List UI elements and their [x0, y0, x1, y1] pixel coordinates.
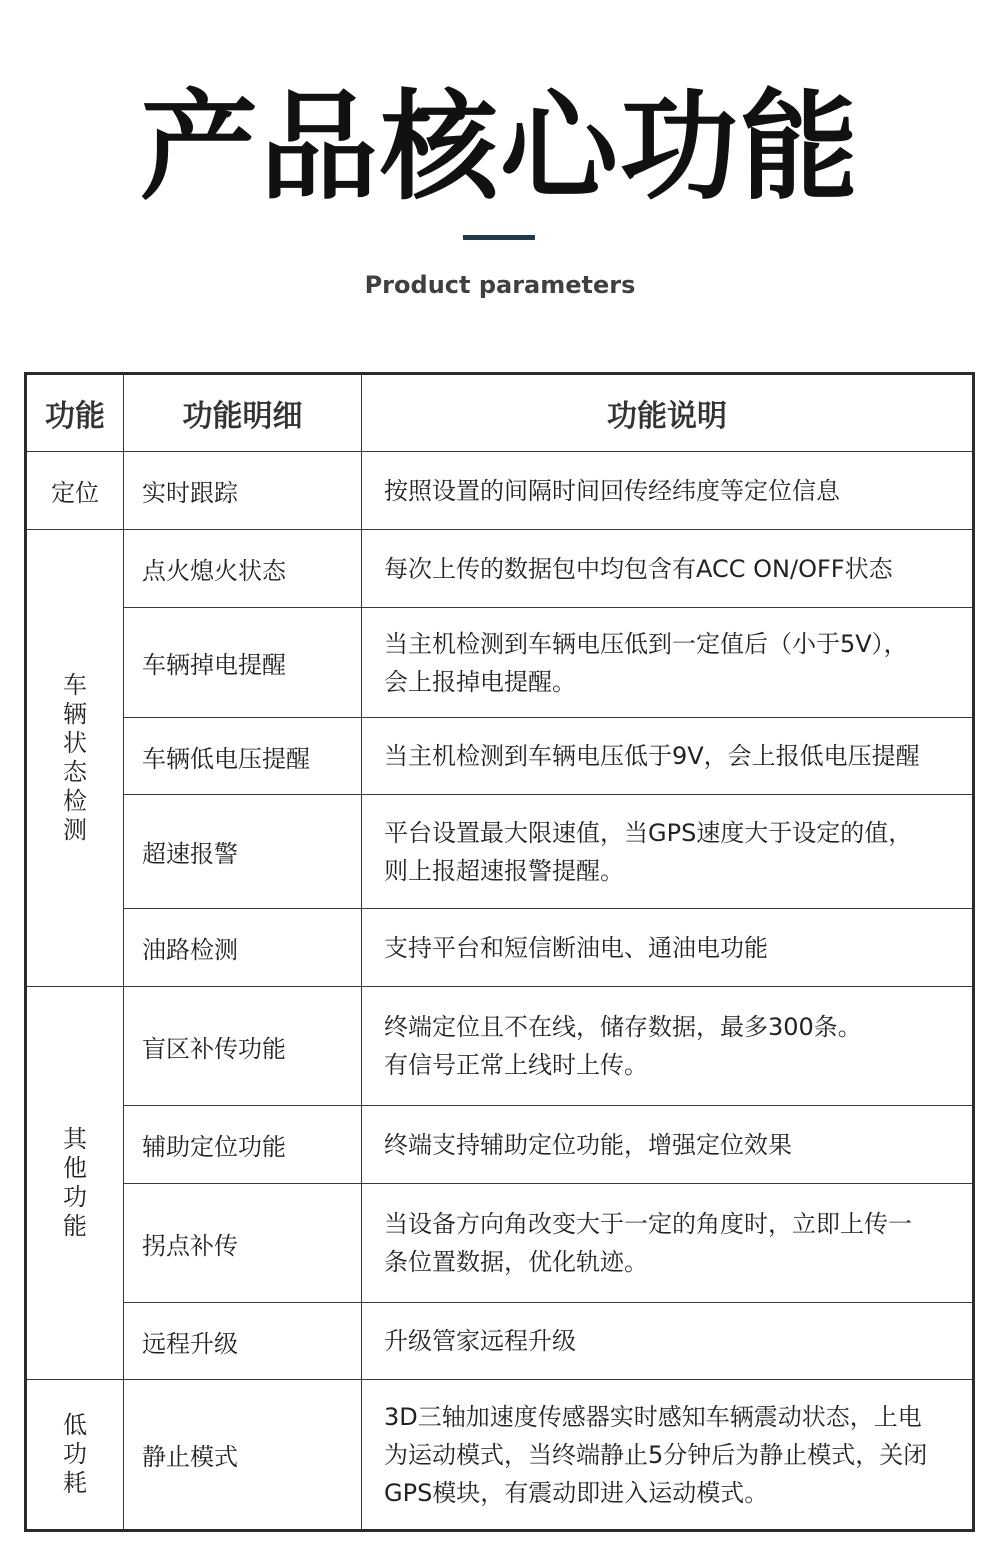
description-cell: 每次上传的数据包中均包含有ACC ON/OFF状态	[362, 530, 974, 608]
table-row	[26, 795, 974, 909]
table-row	[26, 718, 974, 795]
description-cell: 升级管家远程升级	[362, 1303, 974, 1380]
detail-cell: 实时跟踪	[124, 452, 362, 530]
table-row	[26, 1380, 974, 1531]
description-cell: 支持平台和短信断油电、通油电功能	[362, 909, 974, 987]
table-row	[26, 452, 974, 530]
group-cell-vehicle-status	[26, 530, 124, 987]
detail-cell: 静止模式	[124, 1380, 362, 1531]
detail-cell: 车辆低电压提醒	[124, 718, 362, 795]
group-cell-other-functions	[26, 987, 124, 1380]
group-label: 低功耗	[63, 1411, 87, 1497]
group-cell-positioning	[26, 452, 124, 530]
detail-cell: 拐点补传	[124, 1184, 362, 1303]
table-header-row	[26, 374, 974, 452]
table-row	[26, 987, 974, 1106]
title-underline	[463, 235, 535, 240]
detail-cell: 油路检测	[124, 909, 362, 987]
column-header-description: 功能说明	[362, 374, 974, 452]
table-row	[26, 530, 974, 608]
page-subtitle: Product parameters	[364, 271, 636, 299]
column-header-detail: 功能明细	[124, 374, 362, 452]
description-cell: 当主机检测到车辆电压低到一定值后（小于5V）， 会上报掉电提醒。	[362, 608, 974, 718]
spec-table	[24, 372, 975, 1532]
description-cell: 当主机检测到车辆电压低于9V，会上报低电压提醒	[362, 718, 974, 795]
description-cell: 按照设置的间隔时间回传经纬度等定位信息	[362, 452, 974, 530]
description-cell: 3D三轴加速度传感器实时感知车辆震动状态，上电 为运动模式，当终端静止5分钟后为静止模式，关闭 GPS模块，有震动即进入运动模式。	[362, 1380, 974, 1531]
table-row	[26, 1303, 974, 1380]
table-row	[26, 1184, 974, 1303]
group-label: 车辆状态检测	[63, 671, 87, 844]
group-label: 其他功能	[63, 1125, 87, 1240]
column-header-function: 功能	[26, 374, 124, 452]
detail-cell: 远程升级	[124, 1303, 362, 1380]
detail-cell: 超速报警	[124, 795, 362, 909]
description-cell: 当设备方向角改变大于一定的角度时，立即上传一 条位置数据，优化轨迹。	[362, 1184, 974, 1303]
table-row	[26, 1106, 974, 1184]
table-row	[26, 608, 974, 718]
description-cell: 终端支持辅助定位功能，增强定位效果	[362, 1106, 974, 1184]
group-label: 定位	[51, 479, 99, 507]
description-cell: 终端定位且不在线，储存数据，最多300条。 有信号正常上线时上传。	[362, 987, 974, 1106]
description-cell: 平台设置最大限速值，当GPS速度大于设定的值， 则上报超速报警提醒。	[362, 795, 974, 909]
detail-cell: 辅助定位功能	[124, 1106, 362, 1184]
detail-cell: 车辆掉电提醒	[124, 608, 362, 718]
group-cell-low-power	[26, 1380, 124, 1531]
detail-cell: 点火熄火状态	[124, 530, 362, 608]
detail-cell: 盲区补传功能	[124, 987, 362, 1106]
table-row	[26, 909, 974, 987]
page-title: 产品核心功能	[139, 78, 860, 216]
